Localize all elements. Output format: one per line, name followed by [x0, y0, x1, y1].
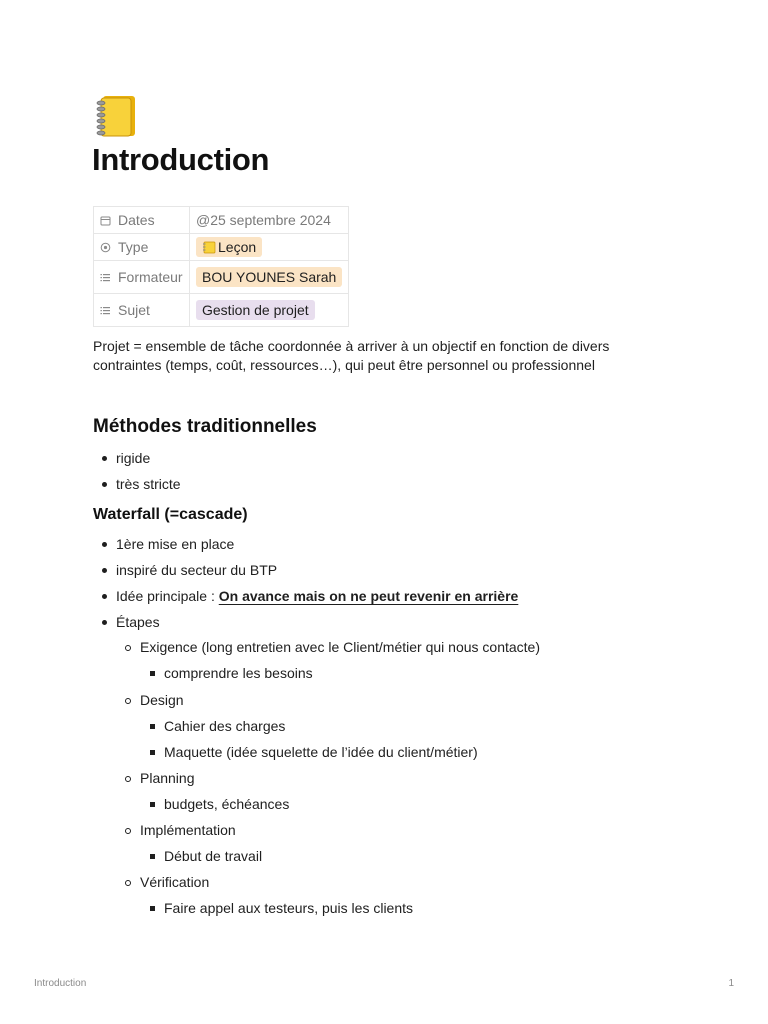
circle-bullet-icon: [125, 828, 131, 834]
type-tag[interactable]: Leçon: [196, 237, 262, 257]
footer-title: Introduction: [34, 978, 87, 989]
list-icon: [100, 272, 111, 283]
bullet-icon: [102, 456, 107, 461]
square-bullet-icon: [150, 802, 155, 807]
properties-table: [93, 206, 349, 327]
circle-bullet-icon: [125, 880, 131, 886]
square-bullet-icon: [150, 671, 155, 676]
bullet-icon: [102, 542, 107, 547]
sujet-tag[interactable]: Gestion de projet: [196, 300, 315, 320]
property-label: Formateur: [118, 269, 183, 285]
calendar-icon: [100, 215, 111, 226]
circle-bullet-icon: [125, 698, 131, 704]
list-icon: [100, 305, 111, 316]
square-bullet-icon: [150, 724, 155, 729]
square-bullet-icon: [150, 750, 155, 755]
square-bullet-icon: [150, 906, 155, 911]
square-bullet-icon: [150, 854, 155, 859]
status-icon: [100, 242, 111, 253]
bullet-icon: [102, 620, 107, 625]
property-row-dates: [94, 207, 349, 234]
bullet-icon: [102, 482, 107, 487]
circle-bullet-icon: [125, 776, 131, 782]
property-label: Dates: [118, 212, 155, 228]
property-label: Sujet: [118, 302, 150, 318]
notebook-icon: [202, 241, 216, 254]
date-value[interactable]: @25 septembre 2024: [190, 207, 349, 234]
property-row-formateur: [94, 261, 349, 294]
section-heading-waterfall: Waterfall (=cascade): [93, 506, 248, 523]
page-title: Introduction: [92, 142, 270, 177]
intro-paragraph: Projet = ensemble de tâche coordonnée à arriver à un objectif en fonction de divers contraintes (temps, coût, ressources…), qui peut être personnel ou professionnel: [93, 338, 610, 373]
property-row-type: [94, 234, 349, 261]
formateur-tag[interactable]: BOU YOUNES Sarah: [196, 267, 342, 287]
bullet-icon: [102, 568, 107, 573]
bullet-icon: [102, 594, 107, 599]
section-heading-traditional: Méthodes traditionnelles: [93, 416, 317, 437]
property-label: Type: [118, 239, 149, 255]
key-idea: On avance mais on ne peut revenir en arrière: [218, 588, 519, 604]
circle-bullet-icon: [125, 645, 131, 651]
property-row-sujet: [94, 294, 349, 327]
page-number: 1: [728, 978, 734, 989]
notebook-icon: [93, 94, 137, 138]
